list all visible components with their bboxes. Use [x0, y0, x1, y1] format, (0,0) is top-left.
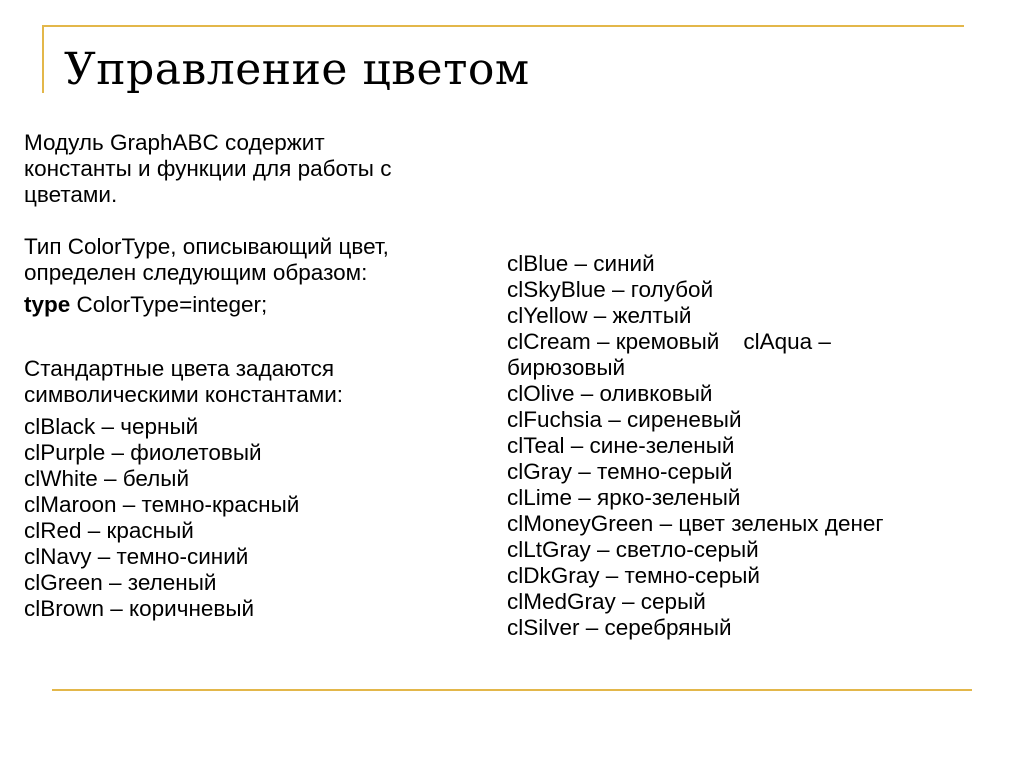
color-list-item: clMaroon – темно-красный — [24, 492, 300, 517]
color-list-item: clDkGray – темно-серый — [507, 563, 761, 588]
type-line: Тип ColorType, описывающий цвет, — [24, 234, 389, 259]
type-paragraph — [24, 234, 494, 286]
color-list-item: clLime – ярко-зеленый — [507, 485, 741, 510]
color-list-item: clYellow – желтый — [507, 303, 692, 328]
color-list-item: clNavy – темно-синий — [24, 544, 249, 569]
type-definition — [24, 292, 494, 318]
color-list-item: clLtGray – светло-серый — [507, 537, 759, 562]
color-list-item: clBlack – черный — [24, 414, 199, 439]
frame-left-rule — [42, 25, 44, 93]
intro-line: константы и функции для работы с — [24, 156, 392, 181]
color-list-item: clGreen – зеленый — [24, 570, 217, 595]
color-list-item: clGray – темно-серый — [507, 459, 733, 484]
intro-line: Модуль GraphABC содержит — [24, 130, 325, 155]
left-column — [24, 130, 494, 622]
color-list-item: clMoneyGreen – цвет зеленых денег — [507, 511, 884, 536]
aqua-text-start: clAqua – — [743, 329, 831, 354]
cream-text: clCream – кремовый — [507, 329, 720, 354]
type-keyword: type — [24, 292, 71, 317]
intro-paragraph — [24, 130, 494, 208]
standard-line: Стандартные цвета задаются — [24, 356, 335, 381]
type-definition-text: ColorType=integer; — [70, 292, 268, 317]
right-column — [507, 251, 1007, 641]
color-list-item: clTeal – сине-зеленый — [507, 433, 735, 458]
color-list-item: clFuchsia – сиреневый — [507, 407, 742, 432]
left-color-list — [24, 414, 494, 622]
color-list-item: clOlive – оливковый — [507, 381, 713, 406]
standard-paragraph — [24, 356, 494, 408]
color-list-item: clWhite – белый — [24, 466, 190, 491]
color-list-item: clRed – красный — [24, 518, 194, 543]
color-list-item: clSilver – серебряный — [507, 615, 732, 640]
type-line: определен следующим образом: — [24, 260, 368, 285]
color-list-item: clBlue – синий — [507, 251, 655, 276]
color-list-item: clBrown – коричневый — [24, 596, 255, 621]
color-list-item: clSkyBlue – голубой — [507, 277, 714, 302]
color-list-item: clMedGray – серый — [507, 589, 706, 614]
aqua-text-end: бирюзовый — [507, 355, 626, 380]
intro-line: цветами. — [24, 182, 118, 207]
frame-bottom-rule — [52, 689, 972, 691]
color-list-item: clPurple – фиолетовый — [24, 440, 262, 465]
slide-title: Управление цветом — [64, 44, 530, 95]
standard-line: символическими константами: — [24, 382, 344, 407]
frame-top-rule — [42, 25, 964, 27]
color-list-item — [507, 329, 1007, 355]
